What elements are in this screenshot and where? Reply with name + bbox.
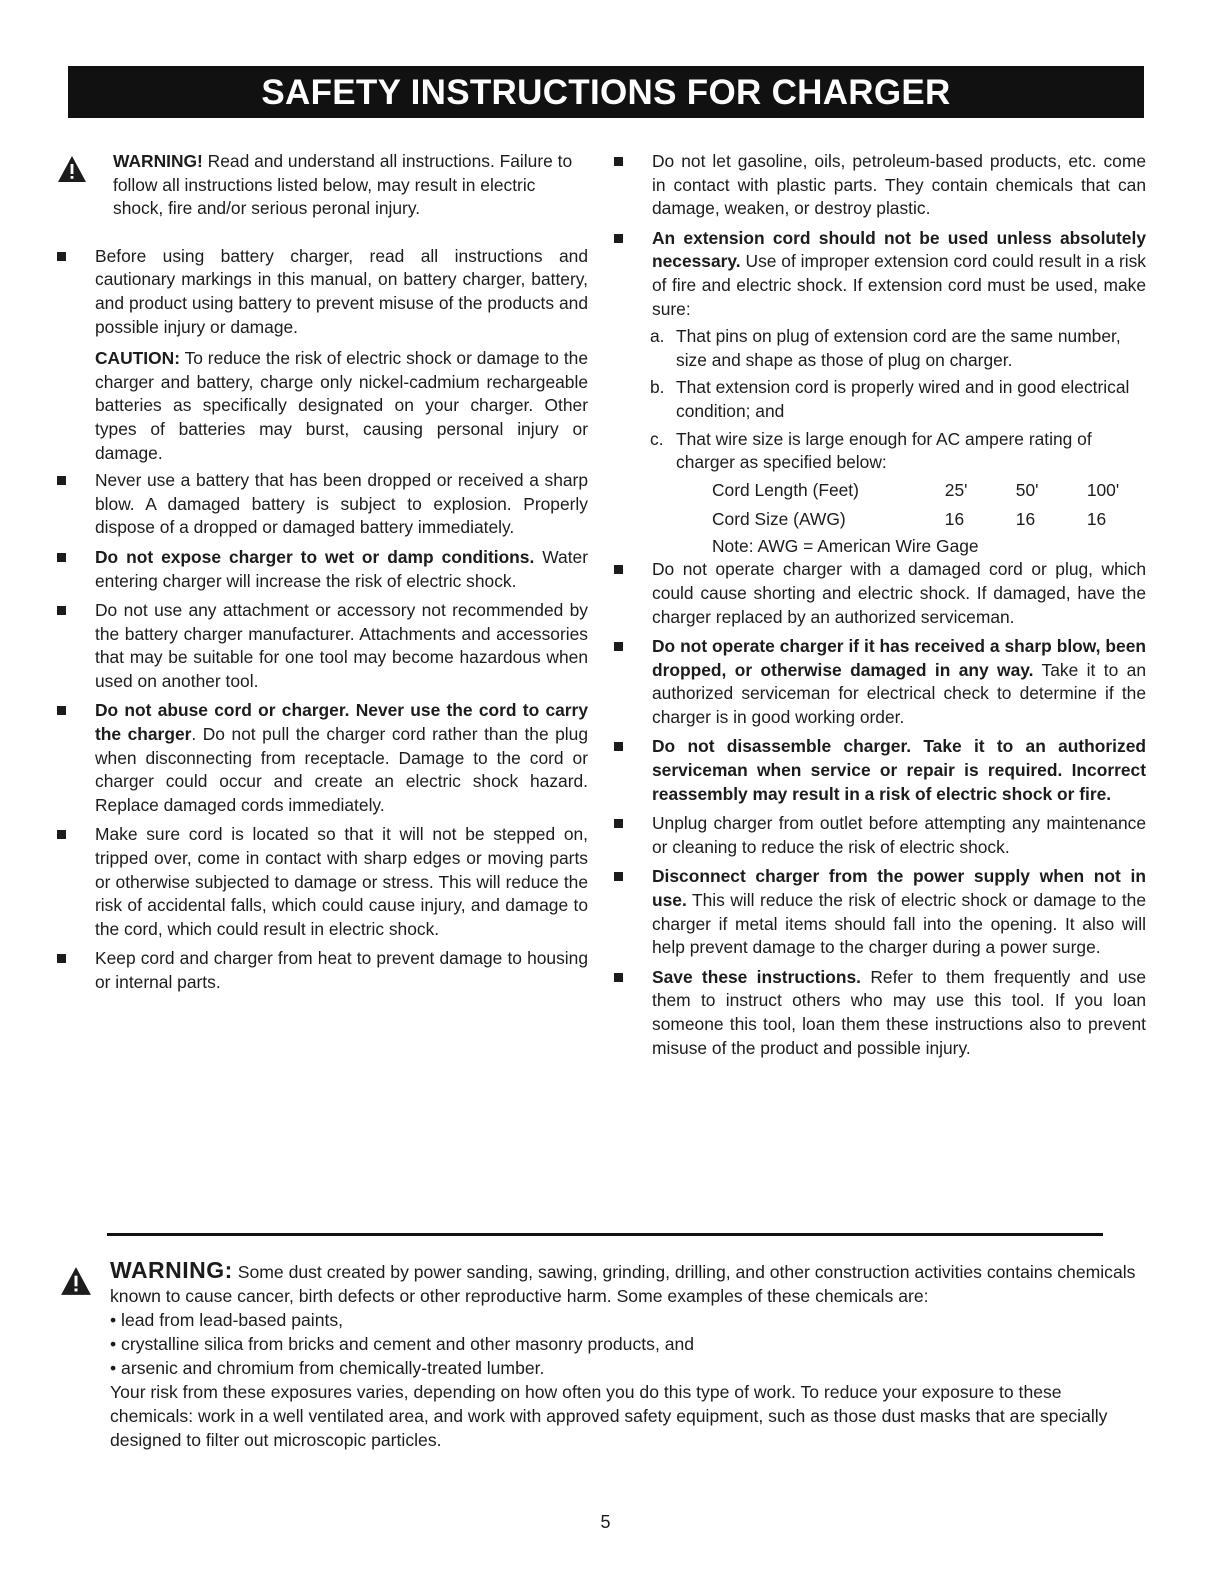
- item-text: Unplug charger from outlet before attempting any maintenance or cleaning to reduce the risk of electric shock.: [652, 813, 1146, 857]
- dust-warning-intro: Some dust created by power sanding, sawing, grinding, drilling, and other construction activities contains chemicals known to cause cancer, birth defects or other reproductive harm. Some examples of these chemicals are:: [110, 1262, 1136, 1306]
- item-text: Keep cord and charger from heat to prevent damage to housing or internal parts.: [95, 948, 588, 992]
- table-cell: 16: [1015, 509, 1036, 530]
- bullet-icon: [614, 973, 623, 982]
- bullet-icon: [57, 252, 66, 261]
- warning-triangle-icon: [57, 155, 87, 183]
- item-text: Take it to an authorized serviceman for electrical check to determine if the charger is in good working order.: [652, 659, 1147, 727]
- table-row: [712, 477, 1146, 506]
- warning-triangle-icon: [60, 1266, 92, 1296]
- list-item: [57, 599, 588, 693]
- bullet-icon: [614, 642, 623, 651]
- item-bold-text: Do not disassemble charger. Take it to an authorized serviceman when service or repair is required. Incorrect reassembly may result in a risk of electric shock or fire.: [652, 736, 1146, 804]
- warning-text: Read and understand all instructions. Failure to follow all instructions listed below, may result in electric shock, fire and/or serious peronal injury.: [113, 151, 573, 219]
- table-cell: 25': [944, 480, 968, 501]
- list-item: [614, 865, 1146, 959]
- list-item: [57, 699, 588, 817]
- list-item: • crystalline silica from bricks and cement and other masonry products, and: [110, 1334, 695, 1354]
- item-bold-text: Do not expose charger to wet or damp conditions.: [95, 546, 535, 567]
- list-item: [57, 469, 588, 540]
- item-text: Before using battery charger, read all instructions and cautionary markings in this manual, on battery charger, battery, and product using battery to prevent misuse of the products and possible injury or damage.: [95, 245, 588, 337]
- bullet-icon: [57, 553, 66, 562]
- dust-warning: [60, 1258, 1140, 1452]
- item-text: This will reduce the risk of electric shock or damage to the charger if metal items should fall into the opening. It also will help prevent damage to the charger during a power surge.: [652, 890, 1146, 958]
- table-cell: 100': [1086, 480, 1120, 501]
- page-title-banner: SAFETY INSTRUCTIONS FOR CHARGER: [68, 66, 1144, 118]
- bullet-icon: [614, 234, 623, 243]
- item-text: Never use a battery that has been dropped or received a sharp blow. A damaged battery is subject to explosion. Properly dispose of a dropped or damaged battery immediately.: [95, 470, 588, 538]
- item-text: . Do not pull the charger cord rather than the plug when disconnecting from receptacle. Damage to the cord or charger could occur and create an electric shock hazard. Replace damaged cords immediately.: [95, 724, 588, 815]
- list-item: [57, 947, 588, 994]
- item-bold-text: Disconnect charger from the power supply when not in use.: [652, 866, 1146, 911]
- condition-item: [650, 428, 1146, 475]
- condition-letter: c.: [650, 428, 664, 449]
- section-divider: [107, 1233, 1103, 1236]
- left-column: [57, 150, 588, 995]
- condition-text: That extension cord is properly wired and in good electrical condition; and: [676, 377, 1130, 421]
- list-item: [614, 635, 1146, 729]
- dust-warning-label: WARNING:: [110, 1257, 233, 1283]
- caution-notice: [57, 347, 588, 465]
- dust-warning-outro: Your risk from these exposures varies, depending on how often you do this type of work. To reduce your exposure to these chemicals: work in a well ventilated area, and work with approved safety equipment, such as those dust masks that are specially designed to filter out microscopic particles.: [110, 1382, 1108, 1450]
- warning-label: WARNING!: [113, 151, 203, 171]
- list-item: [614, 966, 1146, 1060]
- condition-text: That pins on plug of extension cord are the same number, size and shape as those of plug on charger.: [676, 326, 1121, 370]
- item-text: Make sure cord is located so that it will not be stepped on, tripped over, come in contact with sharp edges or moving parts or otherwise subjected to damage or stress. This will reduce the risk of accidental falls, which could cause injury, and damage to the cord, which could result in electric shock.: [95, 824, 588, 939]
- bullet-icon: [57, 476, 66, 485]
- table-cell: 16: [944, 509, 965, 530]
- condition-letter: b.: [650, 377, 665, 398]
- condition-item: [650, 376, 1146, 423]
- caution-text: To reduce the risk of electric shock or damage to the charger and battery, charge only nickel-cadmium rechargeable batteries as specifically designated on your charger. Other types of batteries may burst, causing personal injury or damage.: [95, 348, 588, 463]
- extension-cord-conditions: [614, 325, 1146, 558]
- bullet-icon: [57, 954, 66, 963]
- list-item: [57, 245, 588, 339]
- list-item: [57, 546, 588, 593]
- item-bold-text: An extension cord should not be used unless absolutely necessary.: [652, 227, 1146, 272]
- condition-item: [650, 325, 1146, 372]
- bullet-icon: [57, 706, 66, 715]
- condition-letter: a.: [650, 326, 665, 347]
- list-item: [614, 735, 1146, 806]
- bullet-icon: [614, 872, 623, 881]
- bullet-icon: [57, 830, 66, 839]
- table-cell: Cord Length (Feet): [712, 480, 859, 501]
- table-cell: 50': [1015, 480, 1039, 501]
- bullet-icon: [614, 157, 623, 166]
- condition-text: That wire size is large enough for AC ampere rating of charger as specified below:: [676, 428, 1092, 473]
- list-item: [614, 558, 1146, 629]
- list-item: [614, 150, 1146, 221]
- list-item-extension-cord: [614, 227, 1146, 321]
- dust-warning-body: [60, 1258, 1140, 1452]
- item-text: Refer to them frequently and use them to instruct others who may use this tool. If you loan someone this tool, loan them these instructions also to prevent misuse of the product and possible injury.: [652, 966, 1147, 1058]
- bullet-icon: [614, 565, 623, 574]
- right-column: [614, 150, 1146, 1060]
- cord-size-table: [712, 477, 1146, 535]
- item-text: Do not let gasoline, oils, petroleum-based products, etc. come in contact with plastic parts. They contain chemicals that can damage, weaken, or destroy plastic.: [652, 151, 1146, 219]
- item-text: Use of improper extension cord could result in a risk of fire and electric shock. If extension cord must be used, make sure:: [652, 251, 1146, 319]
- bullet-icon: [614, 819, 623, 828]
- table-cell: Cord Size (AWG): [712, 509, 846, 530]
- list-item: [57, 823, 588, 941]
- awg-note: Note: AWG = American Wire Gage: [712, 535, 979, 556]
- table-cell: 16: [1086, 509, 1107, 530]
- item-bold-text: Do not operate charger if it has received a sharp blow, been dropped, or otherwise damaged in any way.: [652, 636, 1146, 680]
- list-item: • lead from lead-based paints,: [110, 1310, 344, 1330]
- caution-label: CAUTION:: [95, 348, 181, 369]
- list-item: [614, 812, 1146, 859]
- item-text: Do not operate charger with a damaged cord or plug, which could cause shorting and electric shock. If damaged, have the charger replaced by an authorized serviceman.: [652, 559, 1146, 627]
- item-bold-text: Do not abuse cord or charger. Never use the cord to carry the charger: [95, 700, 588, 745]
- warning-notice: [57, 150, 588, 221]
- bullet-icon: [614, 742, 623, 751]
- item-text: Do not use any attachment or accessory not recommended by the battery charger manufacturer. Attachments and accessories that may be suitable for one tool may become hazardous when used on another tool.: [95, 600, 588, 691]
- table-row: [712, 506, 1146, 535]
- bullet-icon: [57, 606, 66, 615]
- page-number: 5: [600, 1512, 611, 1532]
- list-item: • arsenic and chromium from chemically-treated lumber.: [110, 1358, 545, 1378]
- item-text: Water entering charger will increase the risk of electric shock.: [95, 546, 588, 591]
- item-bold-text: Save these instructions.: [652, 966, 862, 987]
